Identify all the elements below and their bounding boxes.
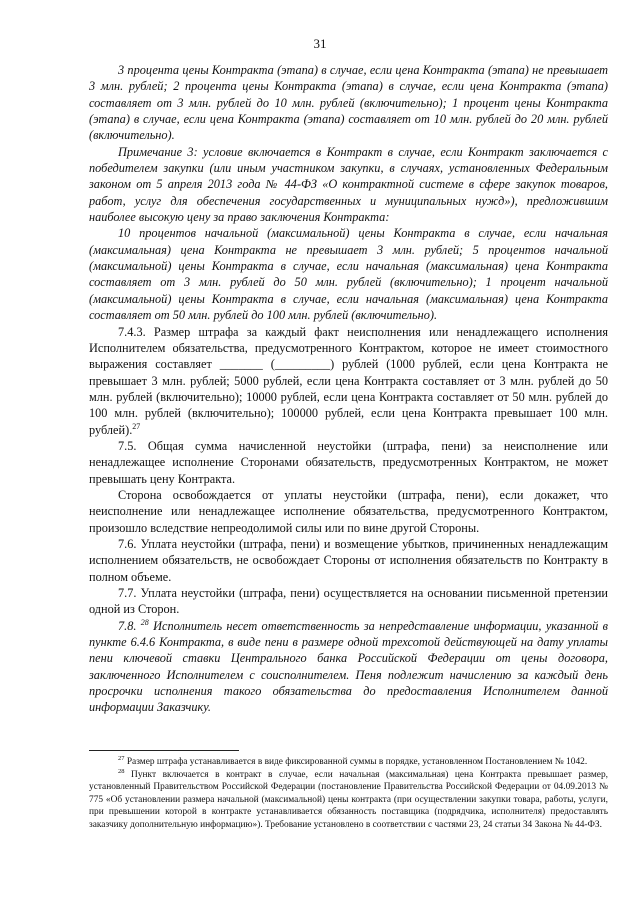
paragraph-7-8-text: Исполнитель несет ответственность за непредставление информации, указанной в пункте 6.4.6 Контракта, в виде пени в размере одной трехсотой действующей на дату уплаты пени ключевой ставки Центрального банка Российской Федерации от цены договора, заключенного Исполнителем с соисполнителем. Пеня подлежит начислению за каждый день просрочки исполнения такого обязательства до предоставления Исполнителем данной информации Заказчику.	[89, 618, 608, 715]
footnote-28	[89, 769, 608, 832]
footnote-ref-27[interactable]: 27	[132, 421, 141, 431]
document-body	[89, 62, 608, 716]
page-number: 31	[313, 36, 327, 51]
paragraph-7-4-3	[89, 324, 608, 438]
paragraph-7-5: 7.5. Общая сумма начисленной неустойки (штрафа, пени) за неисполнение или ненадлежащее исполнение Сторонами обязательств, предусмотренных Контрактом, не может превышать цену Контракта.	[89, 438, 608, 486]
paragraph-7-7: 7.7. Уплата неустойки (штрафа, пени) осуществляется на основании письменной претензии одной из Сторон.	[89, 586, 608, 617]
paragraph-initial-price-rates: 10 процентов начальной (максимальной) цены Контракта в случае, если начальная (максимальная) цена Контракта не превышает 3 млн. рублей; 5 процентов начальной (максимальной) цены Контракта в случае, если начальная (максимальная) цена Контракта составляет от 3 млн. рублей до 50 млн. рублей (включительно); 1 процент начальной (максимальной) цены Контракта в случае, если начальная (максимальная) цена Контракта составляет от 50 млн. рублей до 100 млн. рублей (включительно).	[89, 226, 608, 323]
footnote-ref-28[interactable]: 28	[140, 617, 149, 627]
paragraph-7-6: 7.6. Уплата неустойки (штрафа, пени) и возмещение убытков, причиненных ненадлежащим исполнением обязательств, не освобождает Стороны от исполнения обязательств по Контракту в полном объеме.	[89, 536, 608, 584]
footnote-27	[89, 756, 608, 769]
paragraph-7-4-3-text: 7.4.3. Размер штрафа за каждый факт неисполнения или ненадлежащего исполнения Исполнителем обязательства, предусмотренного Контрактом, которое не имеет стоимостного выражения составляет _______ (_________) рублей (1000 рублей, если цена Контракта не превышает 3 млн. рублей; 5000 рублей, если цена Контракта составляет от 3 млн. рублей до 50 млн. рублей (включительно); 10000 рублей, если цена Контракта составляет от 50 млн. рублей до 100 млн. рублей (включительно); 100000 рублей, если цена Контракта превышает 100 млн. рублей).	[89, 324, 608, 437]
paragraph-penalty-rates: 3 процента цены Контракта (этапа) в случае, если цена Контракта (этапа) не превышает 3 млн. рублей; 2 процента цены Контракта (этапа) в случае, если цена Контракта (этапа) составляет от 3 млн. рублей до 10 млн. рублей (включительно); 1 процент цены Контракта (этапа) в случае, если цена Контракта (этапа) составляет от 10 млн. рублей до 20 млн. рублей (включительно).	[89, 63, 608, 143]
footnote-27-mark: 27	[118, 754, 125, 762]
footnote-28-mark: 28	[118, 767, 125, 775]
footnotes	[89, 756, 608, 832]
footnote-27-text: Размер штрафа устанавливается в виде фиксированной суммы в порядке, установленном Постановлением № 1042.	[126, 757, 588, 767]
footnote-28-text: Пункт включается в контракт в случае, если начальная (максимальная) цена Контракта превышает размер, установленный Правительством Российской Федерации (постановление Правительства Российской Федерации от 04.09.2013 № 775 «Об установлении размера начальной (максимальной) цены контракта (при осуществлении закупки товара, работы, услуги, при превышении которой в контракте устанавливается обязанность поставщика (подрядчика, исполнителя) предоставлять заказчику дополнительную информацию»). Требование установлено в соответствии с частями 23, 24 статьи 34 Закона № 44-ФЗ.	[89, 769, 608, 830]
paragraph-note-3: Примечание 3: условие включается в Контракт в случае, если Контракт заключается с победителем закупки (или иным участником закупки, в случаях, установленных Федеральным законом от 5 апреля 2013 года № 44-ФЗ «О контрактной системе в сфере закупок товаров, работ, услуг для обеспечения государственных и муниципальных нужд»), предложившим наиболее высокую цену за право заключения Контракта:	[89, 144, 608, 225]
footnote-separator	[89, 750, 239, 751]
paragraph-force-majeure: Сторона освобождается от уплаты неустойки (штрафа, пени), если докажет, что неисполнение или ненадлежащее исполнение обязательства, предусмотренного Контрактом, произошло вследствие непреодолимой силы или по вине другой Стороны.	[89, 487, 608, 535]
paragraph-7-8-number: 7.8.	[118, 618, 137, 633]
paragraph-7-8	[89, 618, 608, 716]
